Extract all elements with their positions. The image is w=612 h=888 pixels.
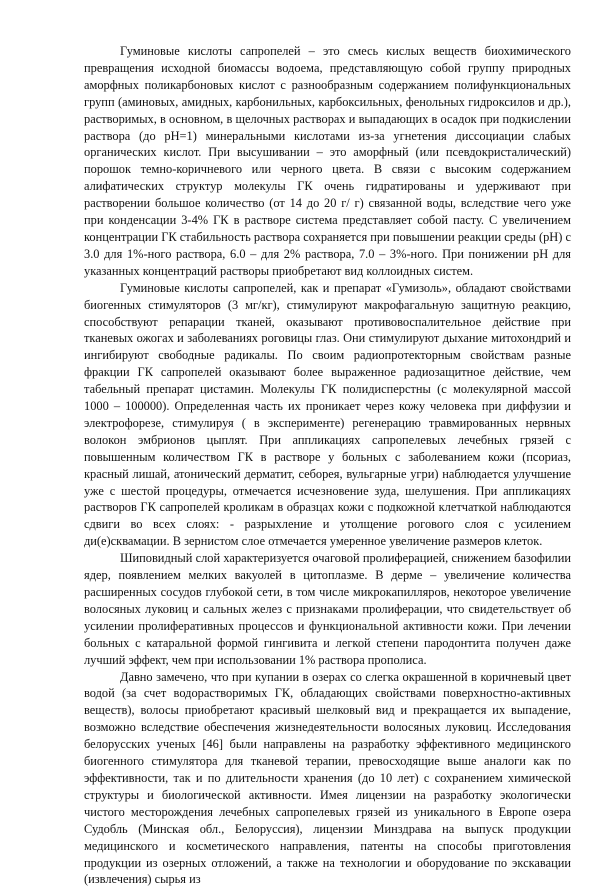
document-page — [84, 43, 571, 888]
paragraph-biogenic-stimulators: Гуминовые кислоты сапропелей, как и препарат «Гумизоль», обладают свойствами биогенных стимуляторов (3 мг/кг), стимулируют макрофагальную защитную реакцию, способствуют репарации тканей, оказывают противовоспалительное действие при тканевых ожогах и заболеваниях роговицы глаз. Они стимулируют дыхание митохондрий и ингибируют свободные радикалы. По своим радиопротекторным свойствам разные фракции ГК сапропелей оказывают более выраженное радиозащитное действие, чем табельный препарат цистамин. Молекулы ГК полидисперстны (с молекулярной массой 1000 – 100000). Определенная часть их проникает через кожу человека при диффузии и электрофорезе, стимулируя ( в эксперименте) регенерацию травмированных нервных волокон эмбрионов цыплят. При аппликациях сапропелевых лечебных грязей с повышенным количеством ГК в растворе у больных с заболеванием кожи (псориаз, красный лишай, атонический дерматит, себорея, вульгарные угри) наблюдается улучшение уже с шестой процедуры, отмечается исчезновение зуда, шелушения. При аппликациях растворов ГК сапропелей кроликам в образцах кожи с подкожной клетчаткой наблюдаются сдвиги во всех слоях: - разрыхление и утолщение рогового слоя с усилением ди(е)сквамации. В зернистом слое отмечается умеренное увеличение размеров клеток. — [84, 280, 571, 549]
paragraph-hair-and-research: Давно замечено, что при купании в озерах со слегка окрашенной в коричневый цвет водой (за счет водорастворимых ГК, обладающих свойствами поверхностно-активных веществ), волосы приобретают красивый шелковый вид и прекращается их выпадение, возможно вследствие обеспечения жизнедеятельности волосяных луковиц. Исследования белорусских ученых [46] были направлены на разработку эффективного медицинского биогенного стимулятора для тканевой терапии, превосходящие выше аналоги как по эффективности, так и по длительности хранения (до 10 лет) с сохранением химической структуры и биологической активности. Имея лицензии на разработку экологически чистого месторождения лечебных сапропелевых грязей из уникального в Европе озера Судобль (Минская обл., Белоруссия), лицензии Минздрава на выпуск продукции медицинского и косметического направления, патенты на способы приготовления продукции из озерных отложений, а также на технологии и оборудование по экскавации (извлечения) сырья из — [84, 669, 571, 887]
paragraph-humic-acids-definition: Гуминовые кислоты сапропелей – это смесь кислых веществ биохимического превращения исходной биомассы водоема, представляющую собой группу природных аморфных поликарбоновых кислот с разнообразным содержанием полифункциональных групп (аминовых, амидных, карбонильных, карбоксильных, фенольных гидроксилов и др.), растворимых, в основном, в щелочных растворах и выпадающих в осадок при подкислении раствора (до pH=1) минеральными кислотами из-за угнетения диссоциации слабых органических кислот. При высушивании – это аморфный (или псевдокристалический) порошок темно-коричневого или черного цвета. В связи с высоким содержанием алифатических структур молекулы ГК очень гидратированы и удерживают при растворении большое количество (от 14 до 20 г/ г) связанной воды, вследствие чего уже при конденсации 3-4% ГК в растворе система представляет собой пасту. С увеличением концентрации ГК стабильность раствора сохраняется при повышении реакции среды (pH) с 3.0 для 1%-ного раствора, 6.0 – для 2% раствора, 7.0 – 3%-ного. При понижении pH для указанных концентраций растворы приобретают вид коллоидных систем. — [84, 44, 571, 278]
paragraph-spinous-layer: Шиповидный слой характеризуется очаговой пролиферацией, снижением базофилии ядер, появлением мелких вакуолей в цитоплазме. В дерме – увеличение количества расширенных сосудов глубокой сети, в том числе микрокапилляров, некоторое увеличение волосяных луковиц и сальных желез с признаками пролиферации, что свидетельствует об усилении пролиферативных процессов и функциональной активности кожи. При лечении больных с катаральной формой гингивита и легкой степени пародонтита получен даже лучший эффект, чем при использовании 1% раствора прополиса. — [84, 551, 571, 667]
